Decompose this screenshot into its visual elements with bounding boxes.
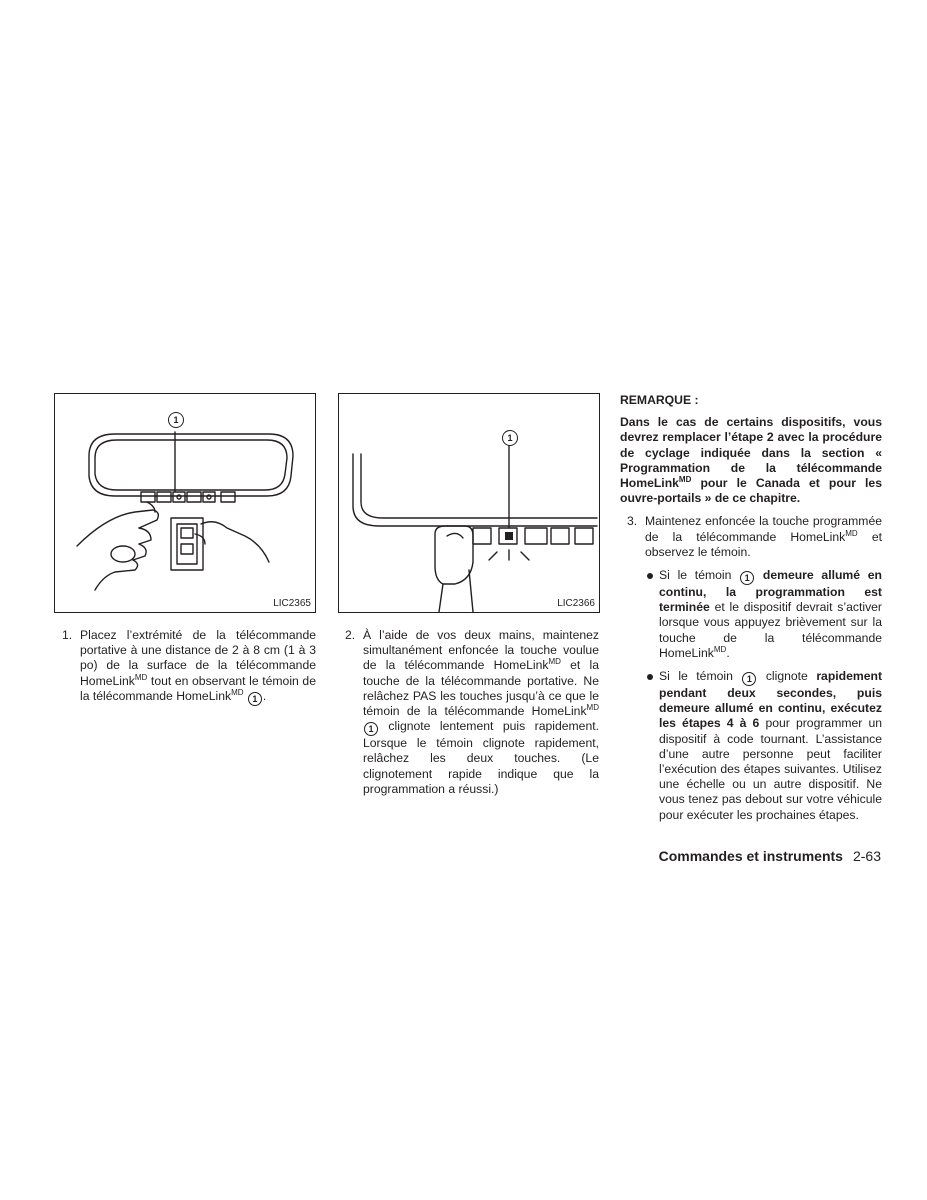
step-number: 2. — [345, 628, 356, 642]
column-3 — [620, 393, 882, 823]
callout-1: 1 — [248, 692, 262, 706]
remark-title: REMARQUE : — [620, 393, 699, 407]
figure-lic2365 — [54, 393, 316, 613]
column-2 — [345, 628, 599, 797]
step-number: 1. — [62, 628, 73, 642]
callout-1: 1 — [364, 722, 378, 736]
callout-1: 1 — [168, 412, 184, 428]
step-3: 3. Maintenez enfoncée la touche programmée de la télécommande HomeLink$^{MD}$ et observez le témoin. — [627, 514, 882, 559]
callout-1: 1 — [502, 430, 518, 446]
bullet-list — [645, 568, 882, 823]
bullet-item-1: Si le témoin 1 demeure allumé en continu, la programmation est terminée et le dispositif devrait s’activer lorsque vous appuyez brièvement sur la touche de la télécommande HomeLink$^{MD}$. — [645, 568, 882, 661]
section-title: Commandes et instruments — [658, 848, 843, 864]
figure-label: LIC2366 — [557, 598, 595, 609]
column-1 — [62, 628, 316, 706]
figure-label: LIC2365 — [273, 598, 311, 609]
step-1: 1. Placez l’extrémité de la télécommande portative à une distance de 2 à 8 cm (1 à 3 po) de la surface de la télécommande HomeLink$^{MD}$ tout en observant le témoin de la télécommande HomeLink$^{MD}$ 1 . — [62, 628, 316, 704]
bullet-item-2: Si le témoin 1 clignote rapidement pendant deux secondes, puis demeure allumé en continu, exécutez les étapes 4 à 6 pour programmer un dispositif à code tournant. L’assistance d’une autre personne peut faciliter l’exécution des étapes suivantes. Utilisez une échelle ou un autre dispositif. Ne vous tenez pas debout sur votre véhicule pour exécuter les prochaines étapes. — [645, 669, 882, 823]
figure-lic2366 — [338, 393, 600, 613]
step-2: 2. À l’aide de vos deux mains, maintenez simultanément enfoncée la touche voulue de la télécommande HomeLink$^{MD}$ et la touche de la télécommande portative. Ne relâchez PAS les touches jusqu’à ce que le témoin de la télécommande HomeLink$^{MD}$ 1 clignote lentement puis rapidement. Lorsque le témoin clignote rapidement, relâchez les deux touches. (Le clignotement rapide indique que la programmation a réussi.) — [345, 628, 599, 796]
mirror-remote-illustration — [55, 394, 315, 612]
bullet-dot — [647, 674, 653, 680]
callout-1: 1 — [740, 571, 754, 585]
page-footer — [659, 847, 881, 865]
step-number: 3. — [627, 514, 638, 529]
callout-1: 1 — [742, 672, 756, 686]
mirror-button-illustration — [339, 394, 599, 612]
remark-body: Dans le cas de certains dispositifs, vous devrez remplacer l’étape 2 avec la procédure de cyclage indiquée dans la section « Programmation de la télécommande HomeLink$^{MD}$ pour le Canada et pour les ouvre-portails » de ce chapitre. — [620, 415, 882, 506]
page-number: 2-63 — [852, 848, 881, 864]
bullet-dot — [647, 573, 653, 579]
